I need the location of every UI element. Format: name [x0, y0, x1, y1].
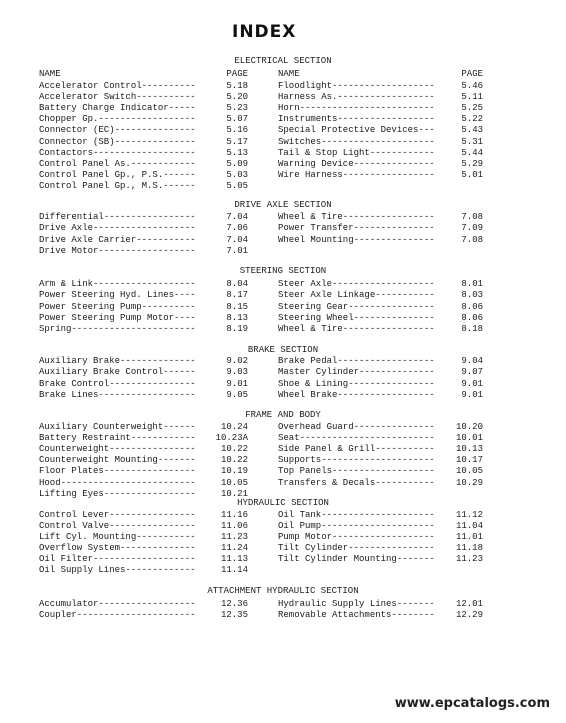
index-entry-name: Control Panel Gp., P.S.------ — [39, 169, 196, 180]
index-entry-name: Overhead Guard--------------- — [278, 422, 435, 432]
index-entry-name: Tail & Stop Light------------ — [278, 147, 435, 158]
index-entry-name: Shoe & Lining---------------- — [278, 378, 435, 389]
index-entry-name: Auxiliary Brake Control------ — [39, 367, 196, 378]
index-entry-name: Power Transfer--------------- — [278, 223, 435, 234]
section-title: FRAME AND BODY — [245, 410, 321, 420]
index-entry-name: Wheel & Tire----------------- — [278, 324, 435, 335]
index-entry-page: 11.12 — [455, 510, 483, 520]
index-entry-page: 10.05 — [220, 477, 248, 488]
index-entry-page: 5.01 — [461, 169, 483, 180]
index-entry-name: Wheel & Tire----------------- — [278, 212, 435, 222]
index-entry-name: Differential----------------- — [39, 212, 196, 222]
index-entry-name: Instruments------------------ — [278, 114, 435, 125]
index-entry-page: 7.08 — [461, 234, 483, 245]
index-entry-page: 8.06 — [461, 312, 483, 323]
index-entry-name: Battery Restraint------------ — [39, 433, 196, 444]
index-entry-name: Accelerator Switch----------- — [39, 92, 196, 103]
index-entry-name: Wheel Brake------------------ — [278, 390, 435, 401]
index-entry-name: Special Protective Devices--- — [278, 125, 435, 136]
index-entry-name: Counterweight Mounting------- — [39, 455, 196, 466]
index-entry-name: Oil Tank--------------------- — [278, 510, 435, 520]
index-entry-page: 10.22 — [220, 444, 248, 455]
index-entry-name: Pump Motor------------------- — [278, 532, 435, 542]
index-entry-name: Battery Charge Indicator----- — [39, 103, 196, 114]
index-entry-page: 5.46 — [461, 81, 483, 91]
index-entry-page: 7.09 — [461, 223, 483, 234]
index-entry-page: 11.18 — [455, 543, 483, 553]
index-entry-page: 7.04 — [226, 212, 248, 222]
index-entry-name: Oil Supply Lines------------- — [39, 565, 196, 575]
index-entry-page: 11.24 — [220, 543, 248, 553]
index-entry-page: 5.23 — [226, 103, 248, 114]
index-entry-page: 10.23A — [215, 433, 248, 444]
column-header-page: PAGE — [226, 69, 248, 79]
index-entry-name: Spring----------------------- — [39, 324, 196, 335]
index-entry-page: 8.03 — [461, 290, 483, 301]
index-entry-page: 10.21 — [220, 488, 248, 499]
index-entry-page: 11.16 — [220, 510, 248, 520]
section-title: STEERING SECTION — [239, 266, 327, 276]
section-title: BRAKE SECTION — [247, 345, 319, 355]
index-entry-page: 10.24 — [220, 422, 248, 432]
index-entry-page: 5.29 — [461, 158, 483, 169]
index-entry-name: Transfers & Decals----------- — [278, 477, 435, 488]
index-entry-page: 5.31 — [461, 136, 483, 147]
index-entry-name: Side Panel & Grill----------- — [278, 444, 435, 455]
index-entry-name: Steer Axle------------------- — [278, 279, 435, 289]
index-entry-page: 7.01 — [226, 245, 248, 256]
index-entry-page: 10.29 — [455, 477, 483, 488]
index-entry-page: 8.01 — [461, 279, 483, 289]
index-entry-name: Oil Pump--------------------- — [278, 521, 435, 531]
index-entry-page: 10.05 — [455, 466, 483, 477]
index-entry-page: 9.01 — [461, 378, 483, 389]
index-entry-name: Connector (EC)--------------- — [39, 125, 196, 136]
index-entry-page: 12.01 — [455, 599, 483, 609]
index-entry-page: 8.18 — [461, 324, 483, 335]
watermark: www.epcatalogs.com — [394, 696, 550, 711]
index-entry-page: 10.20 — [455, 422, 483, 432]
index-entry-name: Switches--------------------- — [278, 136, 435, 147]
index-entry-page: 5.11 — [461, 92, 483, 103]
index-entry-name: Floor Plates----------------- — [39, 466, 196, 477]
index-entry-name: Wire Harness----------------- — [278, 169, 435, 180]
index-entry-name: Brake Control---------------- — [39, 378, 196, 389]
index-entry-name: Floodlight------------------- — [278, 81, 435, 91]
index-entry-name: Supports--------------------- — [278, 455, 435, 466]
index-entry-page: 10.01 — [455, 433, 483, 444]
index-entry-name: Harness As.------------------ — [278, 92, 435, 103]
index-entry-page: 8.17 — [226, 290, 248, 301]
index-entry-page: 5.17 — [226, 136, 248, 147]
index-entry-page: 7.04 — [226, 234, 248, 245]
index-entry-page: 11.23 — [220, 532, 248, 542]
index-entry-page: 5.09 — [226, 158, 248, 169]
index-entry-name: Lift Cyl. Mounting----------- — [39, 532, 196, 542]
index-entry-name: Drive Axle Carrier----------- — [39, 234, 196, 245]
index-entry-name: Chopper Gp.------------------ — [39, 114, 196, 125]
index-entry-name: Coupler---------------------- — [39, 610, 196, 620]
index-entry-page: 9.05 — [226, 390, 248, 401]
index-entry-name: Accumulator------------------ — [39, 599, 196, 609]
index-entry-page: 11.01 — [455, 532, 483, 542]
index-entry-name: Master Cylinder-------------- — [278, 367, 435, 378]
index-entry-name: Counterweight---------------- — [39, 444, 196, 455]
section-title: HYDRAULIC SECTION — [237, 498, 329, 508]
index-entry-page: 10.19 — [220, 466, 248, 477]
column-header-name: NAME — [278, 69, 300, 79]
index-entry-page: 5.03 — [226, 169, 248, 180]
index-entry-name: Overflow System-------------- — [39, 543, 196, 553]
index-entry-name: Power Steering Pump Motor---- — [39, 312, 196, 323]
section-title: DRIVE AXLE SECTION — [234, 200, 332, 210]
index-entry-page: 9.01 — [226, 378, 248, 389]
column-header-page: PAGE — [461, 69, 483, 79]
index-entry-name: Removable Attachments-------- — [278, 610, 435, 620]
index-entry-page: 5.22 — [461, 114, 483, 125]
index-entry-name: Auxiliary Counterweight------ — [39, 422, 196, 432]
index-entry-name: Arm & Link------------------- — [39, 279, 196, 289]
index-entry-page: 11.23 — [455, 554, 483, 564]
index-entry-page: 9.03 — [226, 367, 248, 378]
index-entry-name: Power Steering Hyd. Lines---- — [39, 290, 196, 301]
index-entry-page: 9.07 — [461, 367, 483, 378]
index-entry-name: Control Panel As.------------ — [39, 158, 196, 169]
index-entry-name: Drive Motor------------------ — [39, 245, 196, 256]
index-entry-name: Connector (SB)--------------- — [39, 136, 196, 147]
index-entry-name: Control Panel Gp., M.S.------ — [39, 180, 196, 191]
index-entry-name: Control Lever---------------- — [39, 510, 196, 520]
index-entry-page: 5.44 — [461, 147, 483, 158]
index-entry-name: Hood------------------------- — [39, 477, 196, 488]
index-entry-page: 8.06 — [461, 301, 483, 312]
index-entry-name: Power Steering Pump---------- — [39, 301, 196, 312]
index-entry-page: 11.04 — [455, 521, 483, 531]
section-title: ATTACHMENT HYDRAULIC SECTION — [207, 586, 359, 596]
index-entry-name: Brake Lines------------------ — [39, 390, 196, 401]
index-entry-page: 7.06 — [226, 223, 248, 234]
index-entry-page: 5.20 — [226, 92, 248, 103]
index-entry-page: 12.29 — [455, 610, 483, 620]
index-entry-name: Hydraulic Supply Lines------- — [278, 599, 435, 609]
index-entry-page: 7.08 — [461, 212, 483, 222]
index-entry-name: Tilt Cylinder---------------- — [278, 543, 435, 553]
section-title: ELECTRICAL SECTION — [234, 56, 332, 66]
index-entry-name: Drive Axle------------------- — [39, 223, 196, 234]
index-entry-page: 10.13 — [455, 444, 483, 455]
index-entry-name: Tilt Cylinder Mounting------- — [278, 554, 435, 564]
index-entry-page: 5.25 — [461, 103, 483, 114]
column-header-name: NAME — [39, 69, 61, 79]
index-entry-page: 5.16 — [226, 125, 248, 136]
index-entry-name: Steer Axle Linkage----------- — [278, 290, 435, 301]
index-entry-page: 5.43 — [461, 125, 483, 136]
index-entry-page: 8.13 — [226, 312, 248, 323]
index-entry-page: 9.02 — [226, 356, 248, 366]
index-entry-name: Control Valve---------------- — [39, 521, 196, 531]
index-entry-page: 11.06 — [220, 521, 248, 531]
index-entry-page: 8.19 — [226, 324, 248, 335]
index-entry-page: 8.15 — [226, 301, 248, 312]
index-entry-page: 10.22 — [220, 455, 248, 466]
index-entry-page: 11.14 — [220, 565, 248, 575]
index-entry-name: Top Panels------------------- — [278, 466, 435, 477]
index-entry-name: Steering Gear---------------- — [278, 301, 435, 312]
index-entry-name: Steering Wheel--------------- — [278, 312, 435, 323]
index-entry-name: Accelerator Control---------- — [39, 81, 196, 91]
index-entry-page: 8.04 — [226, 279, 248, 289]
index-entry-page: 5.07 — [226, 114, 248, 125]
index-entry-page: 9.04 — [461, 356, 483, 366]
index-entry-name: Auxiliary Brake-------------- — [39, 356, 196, 366]
index-entry-name: Lifting Eyes----------------- — [39, 488, 196, 499]
index-entry-name: Warning Device--------------- — [278, 158, 435, 169]
index-entry-page: 5.13 — [226, 147, 248, 158]
index-entry-page: 12.36 — [220, 599, 248, 609]
index-entry-name: Horn------------------------- — [278, 103, 435, 114]
index-entry-page: 5.18 — [226, 81, 248, 91]
index-entry-name: Wheel Mounting--------------- — [278, 234, 435, 245]
index-entry-page: 12.35 — [220, 610, 248, 620]
index-entry-name: Brake Pedal------------------ — [278, 356, 435, 366]
index-entry-name: Contactors------------------- — [39, 147, 196, 158]
index-entry-name: Seat------------------------- — [278, 433, 435, 444]
index-entry-page: 11.13 — [220, 554, 248, 564]
page-title: INDEX — [232, 22, 297, 42]
index-entry-page: 9.01 — [461, 390, 483, 401]
index-entry-page: 10.17 — [455, 455, 483, 466]
index-entry-page: 5.05 — [226, 180, 248, 191]
index-entry-name: Oil Filter------------------- — [39, 554, 196, 564]
